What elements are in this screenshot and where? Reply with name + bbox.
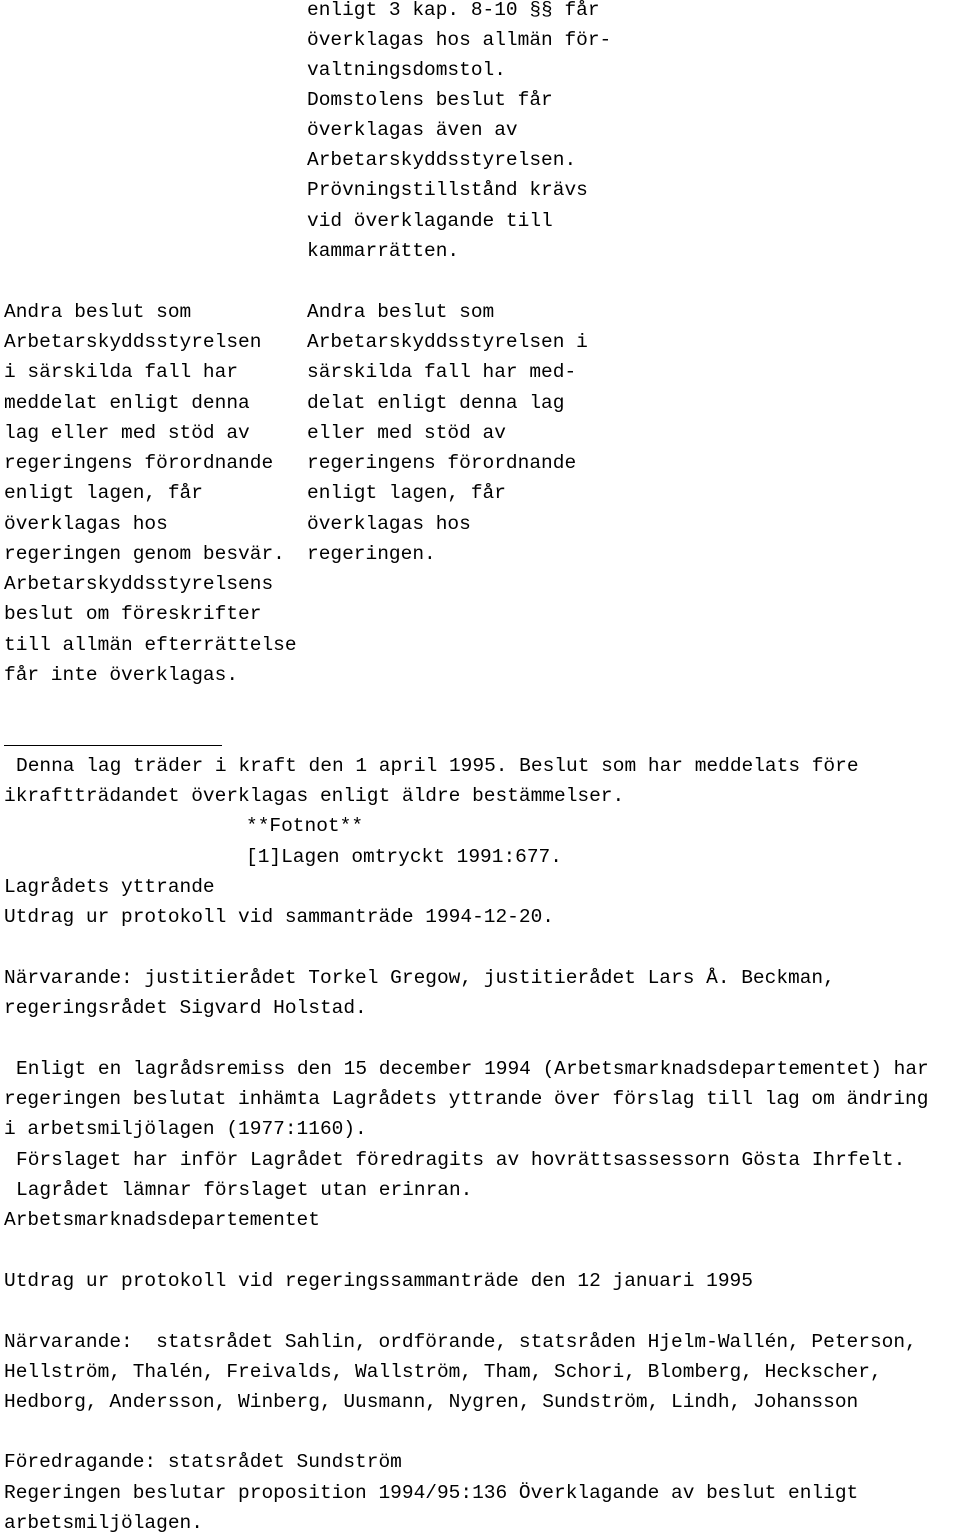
proposed-wording-line: enligt lagen, får <box>307 482 506 504</box>
footnote-text: [1]Lagen omtryckt 1991:677. <box>246 846 562 868</box>
current-wording-line: Arbetarskyddsstyrelsens <box>4 573 274 595</box>
current-wording-line: regeringens förordnande <box>4 452 274 474</box>
current-wording-line: meddelat enligt denna <box>4 392 250 414</box>
current-wording-line: lag eller med stöd av <box>4 422 250 444</box>
current-wording-line: Arbetarskyddsstyrelsen <box>4 331 262 353</box>
present-members: regeringsrådet Sigvard Holstad. <box>4 997 367 1019</box>
present-members: Närvarande: justitierådet Torkel Gregow, justitierådet Lars Å. Beckman, <box>4 967 835 989</box>
present-ministers: Hedborg, Andersson, Winberg, Uusmann, Nygren, Sundström, Lindh, Johansson <box>4 1391 859 1413</box>
top-right-line: enligt 3 kap. 8-10 §§ får <box>307 0 600 21</box>
top-right-line: överklagas hos allmän för- <box>307 29 612 51</box>
paragraph: Lagrådet lämnar förslaget utan erinran. <box>16 1179 473 1201</box>
top-right-line: Arbetarskyddsstyrelsen. <box>307 149 577 171</box>
transition-provision: Denna lag träder i kraft den 1 april 1995. Beslut som har meddelats före <box>16 755 859 777</box>
top-right-line: vid överklagande till <box>307 210 553 232</box>
present-ministers: Närvarande: statsrådet Sahlin, ordförande, statsråden Hjelm-Wallén, Peterson, <box>4 1331 917 1353</box>
proposed-wording-line: regeringen. <box>307 543 436 565</box>
current-wording-line: överklagas hos <box>4 513 168 535</box>
protocol-excerpt: Utdrag ur protokoll vid regeringssammanträde den 12 januari 1995 <box>4 1270 753 1292</box>
protocol-excerpt: Utdrag ur protokoll vid sammanträde 1994-12-20. <box>4 906 554 928</box>
proposed-wording-line: regeringens förordnande <box>307 452 577 474</box>
top-right-line: överklagas även av <box>307 119 518 141</box>
top-right-line: kammarrätten. <box>307 240 460 262</box>
current-wording-line: till allmän efterrättelse <box>4 634 297 656</box>
section-heading-lagradet: Lagrådets yttrande <box>4 876 215 898</box>
current-wording-line: enligt lagen, får <box>4 482 203 504</box>
proposed-wording-line: eller med stöd av <box>307 422 506 444</box>
decision: arbetsmiljölagen. <box>4 1512 203 1534</box>
present-ministers: Hellström, Thalén, Freivalds, Wallström, Tham, Schori, Blomberg, Heckscher, <box>4 1361 882 1383</box>
current-wording-line: i särskilda fall har <box>4 361 239 383</box>
paragraph: Förslaget har inför Lagrådet föredragits av hovrättsassessorn Gösta Ihrfelt. <box>16 1149 906 1171</box>
proposed-wording-line: särskilda fall har med- <box>307 361 577 383</box>
proposed-wording-line: Arbetarskyddsstyrelsen i <box>307 331 588 353</box>
footnote-separator <box>4 745 222 746</box>
paragraph: Enligt en lagrådsremiss den 15 december 1994 (Arbetsmarknadsdepartementet) har <box>16 1058 929 1080</box>
current-wording-line: får inte överklagas. <box>4 664 239 686</box>
top-right-line: valtningsdomstol. <box>307 59 506 81</box>
footnote-heading: **Fotnot** <box>246 815 364 837</box>
proposed-wording-line: Andra beslut som <box>307 301 495 323</box>
presenter: Föredragande: statsrådet Sundström <box>4 1451 402 1473</box>
department-name: Arbetsmarknadsdepartementet <box>4 1209 320 1231</box>
current-wording-line: regeringen genom besvär. <box>4 543 285 565</box>
transition-provision: ikraftträdandet överklagas enligt äldre bestämmelser. <box>4 785 625 807</box>
decision: Regeringen beslutar proposition 1994/95:136 Överklagande av beslut enligt <box>4 1482 859 1504</box>
paragraph: regeringen beslutat inhämta Lagrådets yttrande över förslag till lag om ändring <box>4 1088 929 1110</box>
proposed-wording-line: delat enligt denna lag <box>307 392 565 414</box>
current-wording-line: Andra beslut som <box>4 301 192 323</box>
top-right-line: Prövningstillstånd krävs <box>307 179 588 201</box>
top-right-line: Domstolens beslut får <box>307 89 553 111</box>
paragraph: i arbetsmiljölagen (1977:1160). <box>4 1118 367 1140</box>
current-wording-line: beslut om föreskrifter <box>4 603 262 625</box>
proposed-wording-line: överklagas hos <box>307 513 471 535</box>
